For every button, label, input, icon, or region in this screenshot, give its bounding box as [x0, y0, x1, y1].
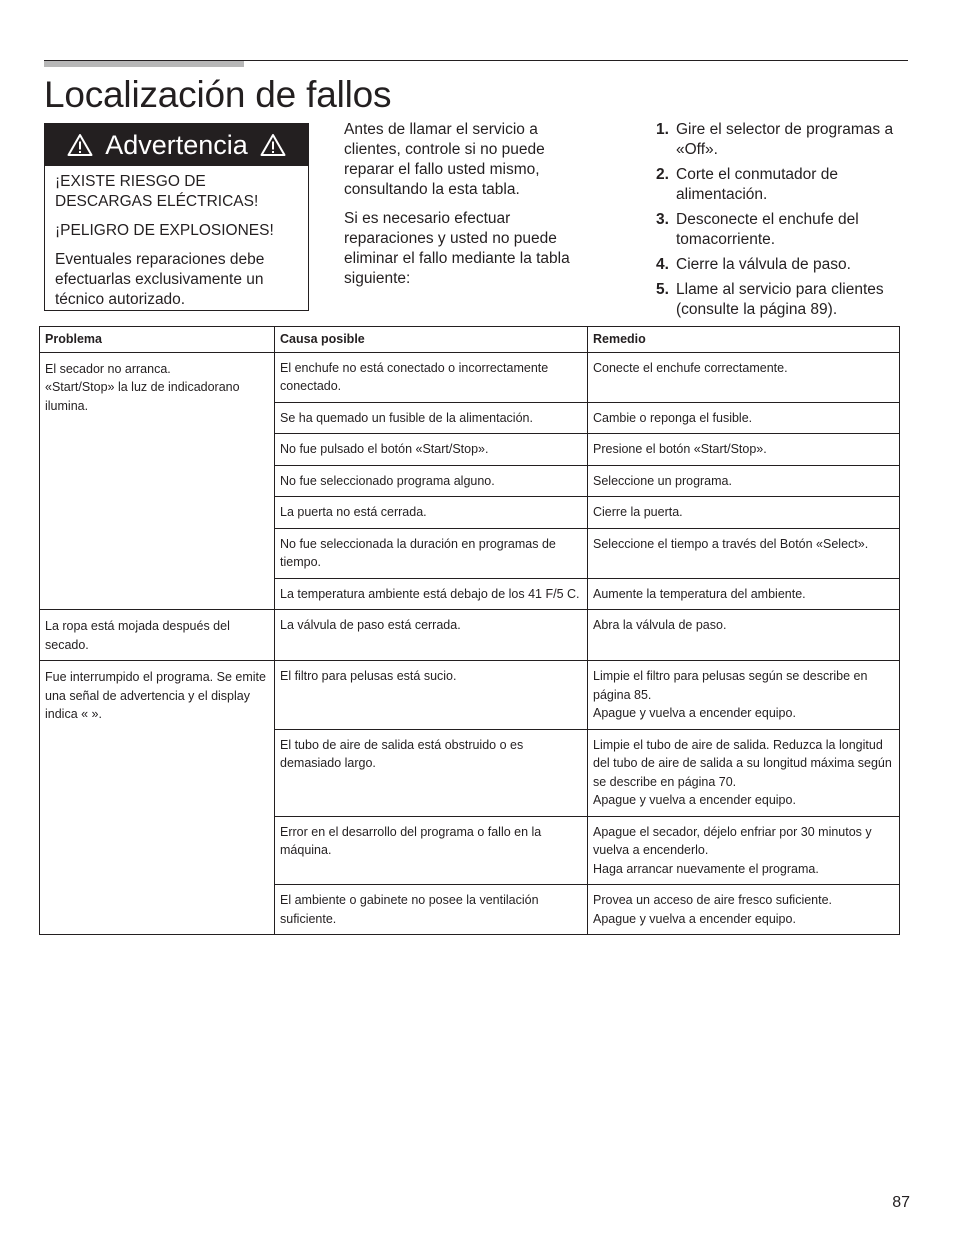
intro-paragraph: Antes de llamar el servicio a clientes, controle si no puede reparar el fallo usted mismo, consultando la esta tabla.: [344, 121, 545, 198]
cause-cell: El filtro para pelusas está sucio.: [275, 661, 588, 730]
list-item: 1. Gire el selector de programas a «Off».: [656, 121, 894, 158]
remedy-cell: Seleccione el tiempo a través del Botón «Select».: [588, 528, 900, 578]
remedy-cell: Provea un acceso de aire fresco suficiente. Apague y vuelva a encender equipo.: [588, 885, 900, 935]
warning-triangle-icon: [67, 133, 93, 157]
table-header-row: [40, 327, 900, 353]
cause-cell: Error en el desarrollo del programa o fallo en la máquina.: [275, 816, 588, 885]
remedy-cell: Cierre la puerta.: [588, 497, 900, 529]
remedy-cell: Limpie el tubo de aire de salida. Reduzca la longitud del tubo de aire de salida a su longitud máxima según se describe en página 70. Apague y vuelva a encender equipo.: [588, 729, 900, 816]
remedy-cell: Aumente la temperatura del ambiente.: [588, 578, 900, 610]
warning-heading: Advertencia: [105, 129, 248, 160]
column-header: Problema: [40, 327, 275, 353]
remedy-cell: Abra la válvula de paso.: [588, 610, 900, 661]
column-header: Causa posible: [275, 327, 588, 353]
cause-cell: La puerta no está cerrada.: [275, 497, 588, 529]
steps-list: [656, 120, 906, 325]
cause-cell: No fue pulsado el botón «Start/Stop».: [275, 434, 588, 466]
warning-triangle-icon: [260, 133, 286, 157]
intro-paragraph: Si es necesario efectuar reparaciones y usted no puede eliminar el fallo mediante la tabla siguiente:: [344, 210, 570, 287]
warning-box: [44, 123, 309, 311]
cause-cell: El ambiente o gabinete no posee la ventilación suficiente.: [275, 885, 588, 935]
remedy-cell: Apague el secador, déjelo enfriar por 30 minutos y vuelva a encenderlo. Haga arrancar nuevamente el programa.: [588, 816, 900, 885]
remedy-cell: Cambie o reponga el fusible.: [588, 402, 900, 434]
column-header: Remedio: [588, 327, 900, 353]
remedy-cell: Conecte el enchufe correctamente.: [588, 352, 900, 402]
problem-cell: Fue interrumpido el programa. Se emite una señal de advertencia y el display indica « ».: [40, 661, 275, 935]
cause-cell: Se ha quemado un fusible de la alimentación.: [275, 402, 588, 434]
remedy-cell: Presione el botón «Start/Stop».: [588, 434, 900, 466]
table-row: [40, 661, 900, 730]
troubleshooting-table: [39, 326, 900, 935]
warning-text: ¡EXISTE RIESGO DE DESCARGAS ELÉCTRICAS!: [55, 173, 259, 210]
header-rule: [44, 60, 908, 61]
table-row: [40, 610, 900, 661]
cause-cell: No fue seleccionado programa alguno.: [275, 465, 588, 497]
list-item: 2. Corte el conmutador de alimentación.: [656, 166, 838, 203]
problem-cell: El secador no arranca. «Start/Stop» la luz de indicadorano ilumina.: [40, 352, 275, 610]
cause-cell: La temperatura ambiente está debajo de los 41 F/5 C.: [275, 578, 588, 610]
cause-cell: La válvula de paso está cerrada.: [275, 610, 588, 661]
page-title: Localización de fallos: [44, 74, 392, 115]
cause-cell: No fue seleccionada la duración en programas de tiempo.: [275, 528, 588, 578]
remedy-cell: Seleccione un programa.: [588, 465, 900, 497]
warning-header: [45, 124, 308, 166]
intro-text: [344, 120, 594, 298]
list-item: 3. Desconecte el enchufe del tomacorriente.: [656, 211, 859, 248]
warning-body: [45, 166, 308, 310]
table-row: [40, 352, 900, 402]
remedy-cell: Limpie el filtro para pelusas según se describe en página 85. Apague y vuelva a encender equipo.: [588, 661, 900, 730]
cause-cell: El tubo de aire de salida está obstruido o es demasiado largo.: [275, 729, 588, 816]
page-number: 87: [892, 1194, 910, 1211]
cause-cell: El enchufe no está conectado o incorrectamente conectado.: [275, 352, 588, 402]
header-accent-bar: [44, 60, 244, 67]
list-item: 5. Llame al servicio para clientes (consulte la página 89).: [656, 281, 884, 318]
list-item: 4. Cierre la válvula de paso.: [656, 256, 851, 273]
problem-cell: La ropa está mojada después del secado.: [40, 610, 275, 661]
warning-text: ¡PELIGRO DE EXPLOSIONES!: [55, 222, 274, 239]
warning-text: Eventuales reparaciones debe efectuarlas exclusivamente un técnico autorizado.: [55, 251, 265, 308]
